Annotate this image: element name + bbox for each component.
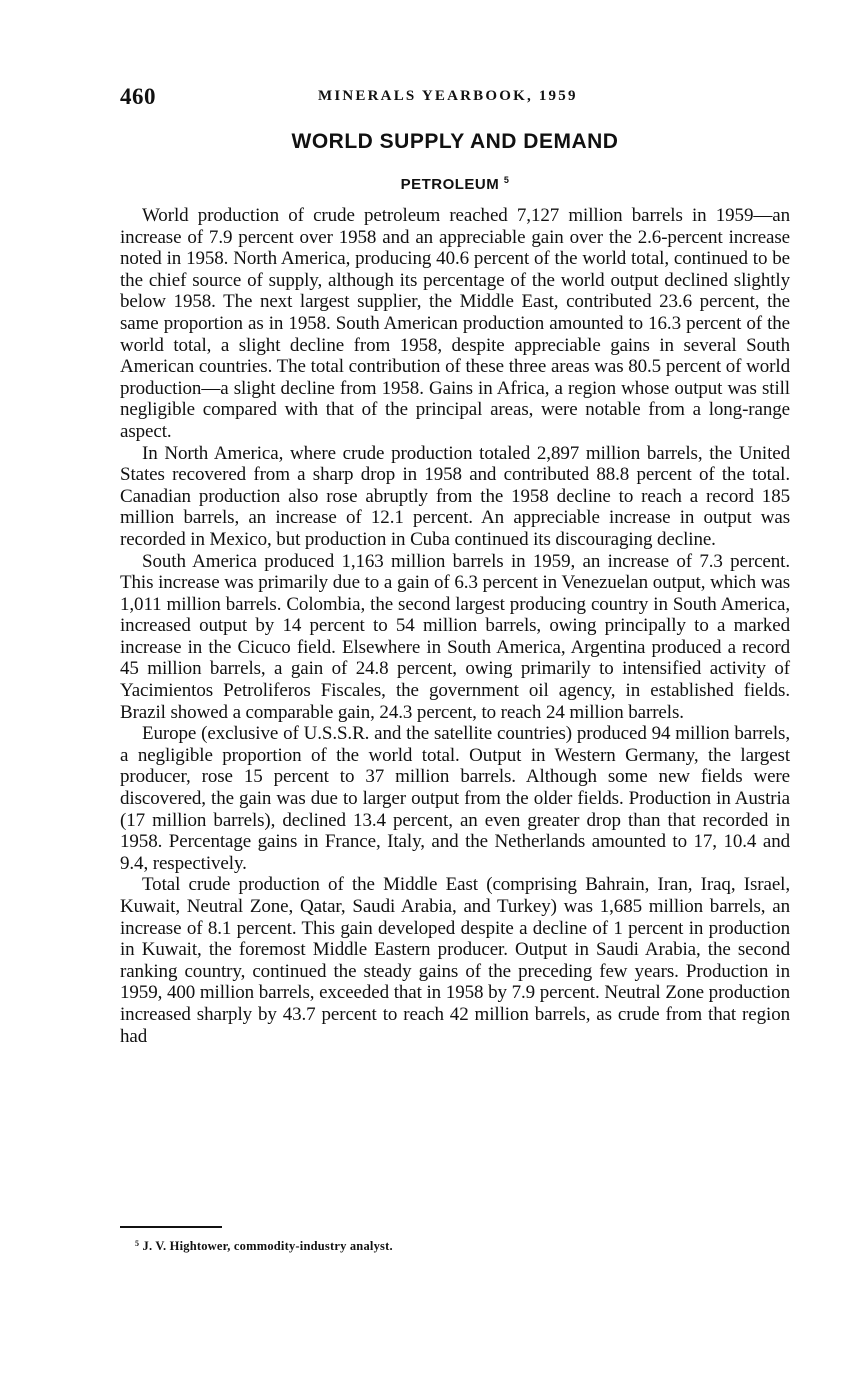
paragraph-middle-east: Total crude production of the Middle East (comprising Bahrain, Iran, Iraq, Israel, Kuwait, Neutral Zone, Qatar, Saudi Arabia, and Turkey) was 1,685 million barrels, an increase of 8.1 percent. This gain developed despite a decline of 1 percent in production in Kuwait, the foremost Middle Eastern producer. Output in Saudi Arabia, the second ranking country, continued the steady gains of the preceding few years. Production in 1959, 400 million barrels, exceeded that in 1958 by 7.9 percent. Neutral Zone production increased sharply by 43.7 percent to reach 42 million barrels, as crude from that region had: [120, 874, 790, 1047]
footnote-reference: 5: [503, 175, 510, 185]
paragraph-north-america: In North America, where crude production totaled 2,897 million barrels, the United States recovered from a sharp drop in 1958 and contributed 88.8 percent of the total. Canadian production also rose abruptly from the 1958 decline to reach a record 185 million barrels, an increase of 12.1 percent. An appreciable increase in output was recorded in Mexico, but production in Cuba continued its discouraging decline.: [120, 442, 790, 550]
subsection-title: [120, 175, 790, 193]
footnote-text: J. V. Hightower, commodity-industry analyst.: [142, 1239, 393, 1253]
paragraph-europe: Europe (exclusive of U.S.S.R. and the satellite countries) produced 94 million barrels, a negligible proportion of the world total. Output in Western Germany, the largest producer, rose 15 percent to 37 million barrels. Although some new fields were discovered, the gain was due to larger output from the older fields. Production in Austria (17 million barrels), declined 13.4 percent, an even greater drop than that recorded in 1958. Percentage gains in France, Italy, and the Netherlands amounted to 17, 10.4 and 9.4, respectively.: [120, 723, 790, 874]
running-head: MINERALS YEARBOOK, 1959: [318, 88, 578, 104]
section-title: WORLD SUPPLY AND DEMAND: [291, 130, 619, 153]
footnote-marker: 5: [135, 1239, 140, 1248]
page-number: 460: [120, 84, 156, 109]
paragraph-south-america: South America produced 1,163 million barrels in 1959, an increase of 7.3 percent. This increase was primarily due to a gain of 6.3 percent in Venezuelan output, which was 1,011 million barrels. Colombia, the second largest producing country in South America, increased output by 14 percent to 54 million barrels, owing principally to a marked increase in the Cicuco field. Elsewhere in South America, Argentina produced a record 45 million barrels, a gain of 24.8 percent, owing primarily to intensified activity of Yacimientos Petroliferos Fiscales, the government oil agency, in established fields. Brazil showed a comparable gain, 24.3 percent, to reach 24 million barrels.: [120, 550, 790, 723]
subsection-title-text: PETROLEUM: [400, 176, 500, 193]
paragraph-world-production: World production of crude petroleum reached 7,127 million barrels in 1959—an increase of 7.9 percent over 1958 and an appreciable gain over the 2.6-percent increase noted in 1958. North America, producing 40.6 percent of the world total, continued to be the chief source of supply, although its percentage of the world output declined slightly below 1958. The next largest supplier, the Middle East, contributed 23.6 percent, the same proportion as in 1958. South American production amounted to 16.3 percent of the world total, a slight decline from 1958, despite appreciable gains in several South American countries. The total contribution of these three areas was 80.5 percent of world production—a slight decline from 1958. Gains in Africa, a region whose output was still negligible compared with that of the principal areas, were notable from a long-range aspect.: [120, 205, 790, 442]
body-text: [120, 205, 790, 1047]
page-header: [120, 84, 790, 110]
footnote: [135, 1239, 393, 1254]
footnote-divider: [120, 1226, 222, 1228]
